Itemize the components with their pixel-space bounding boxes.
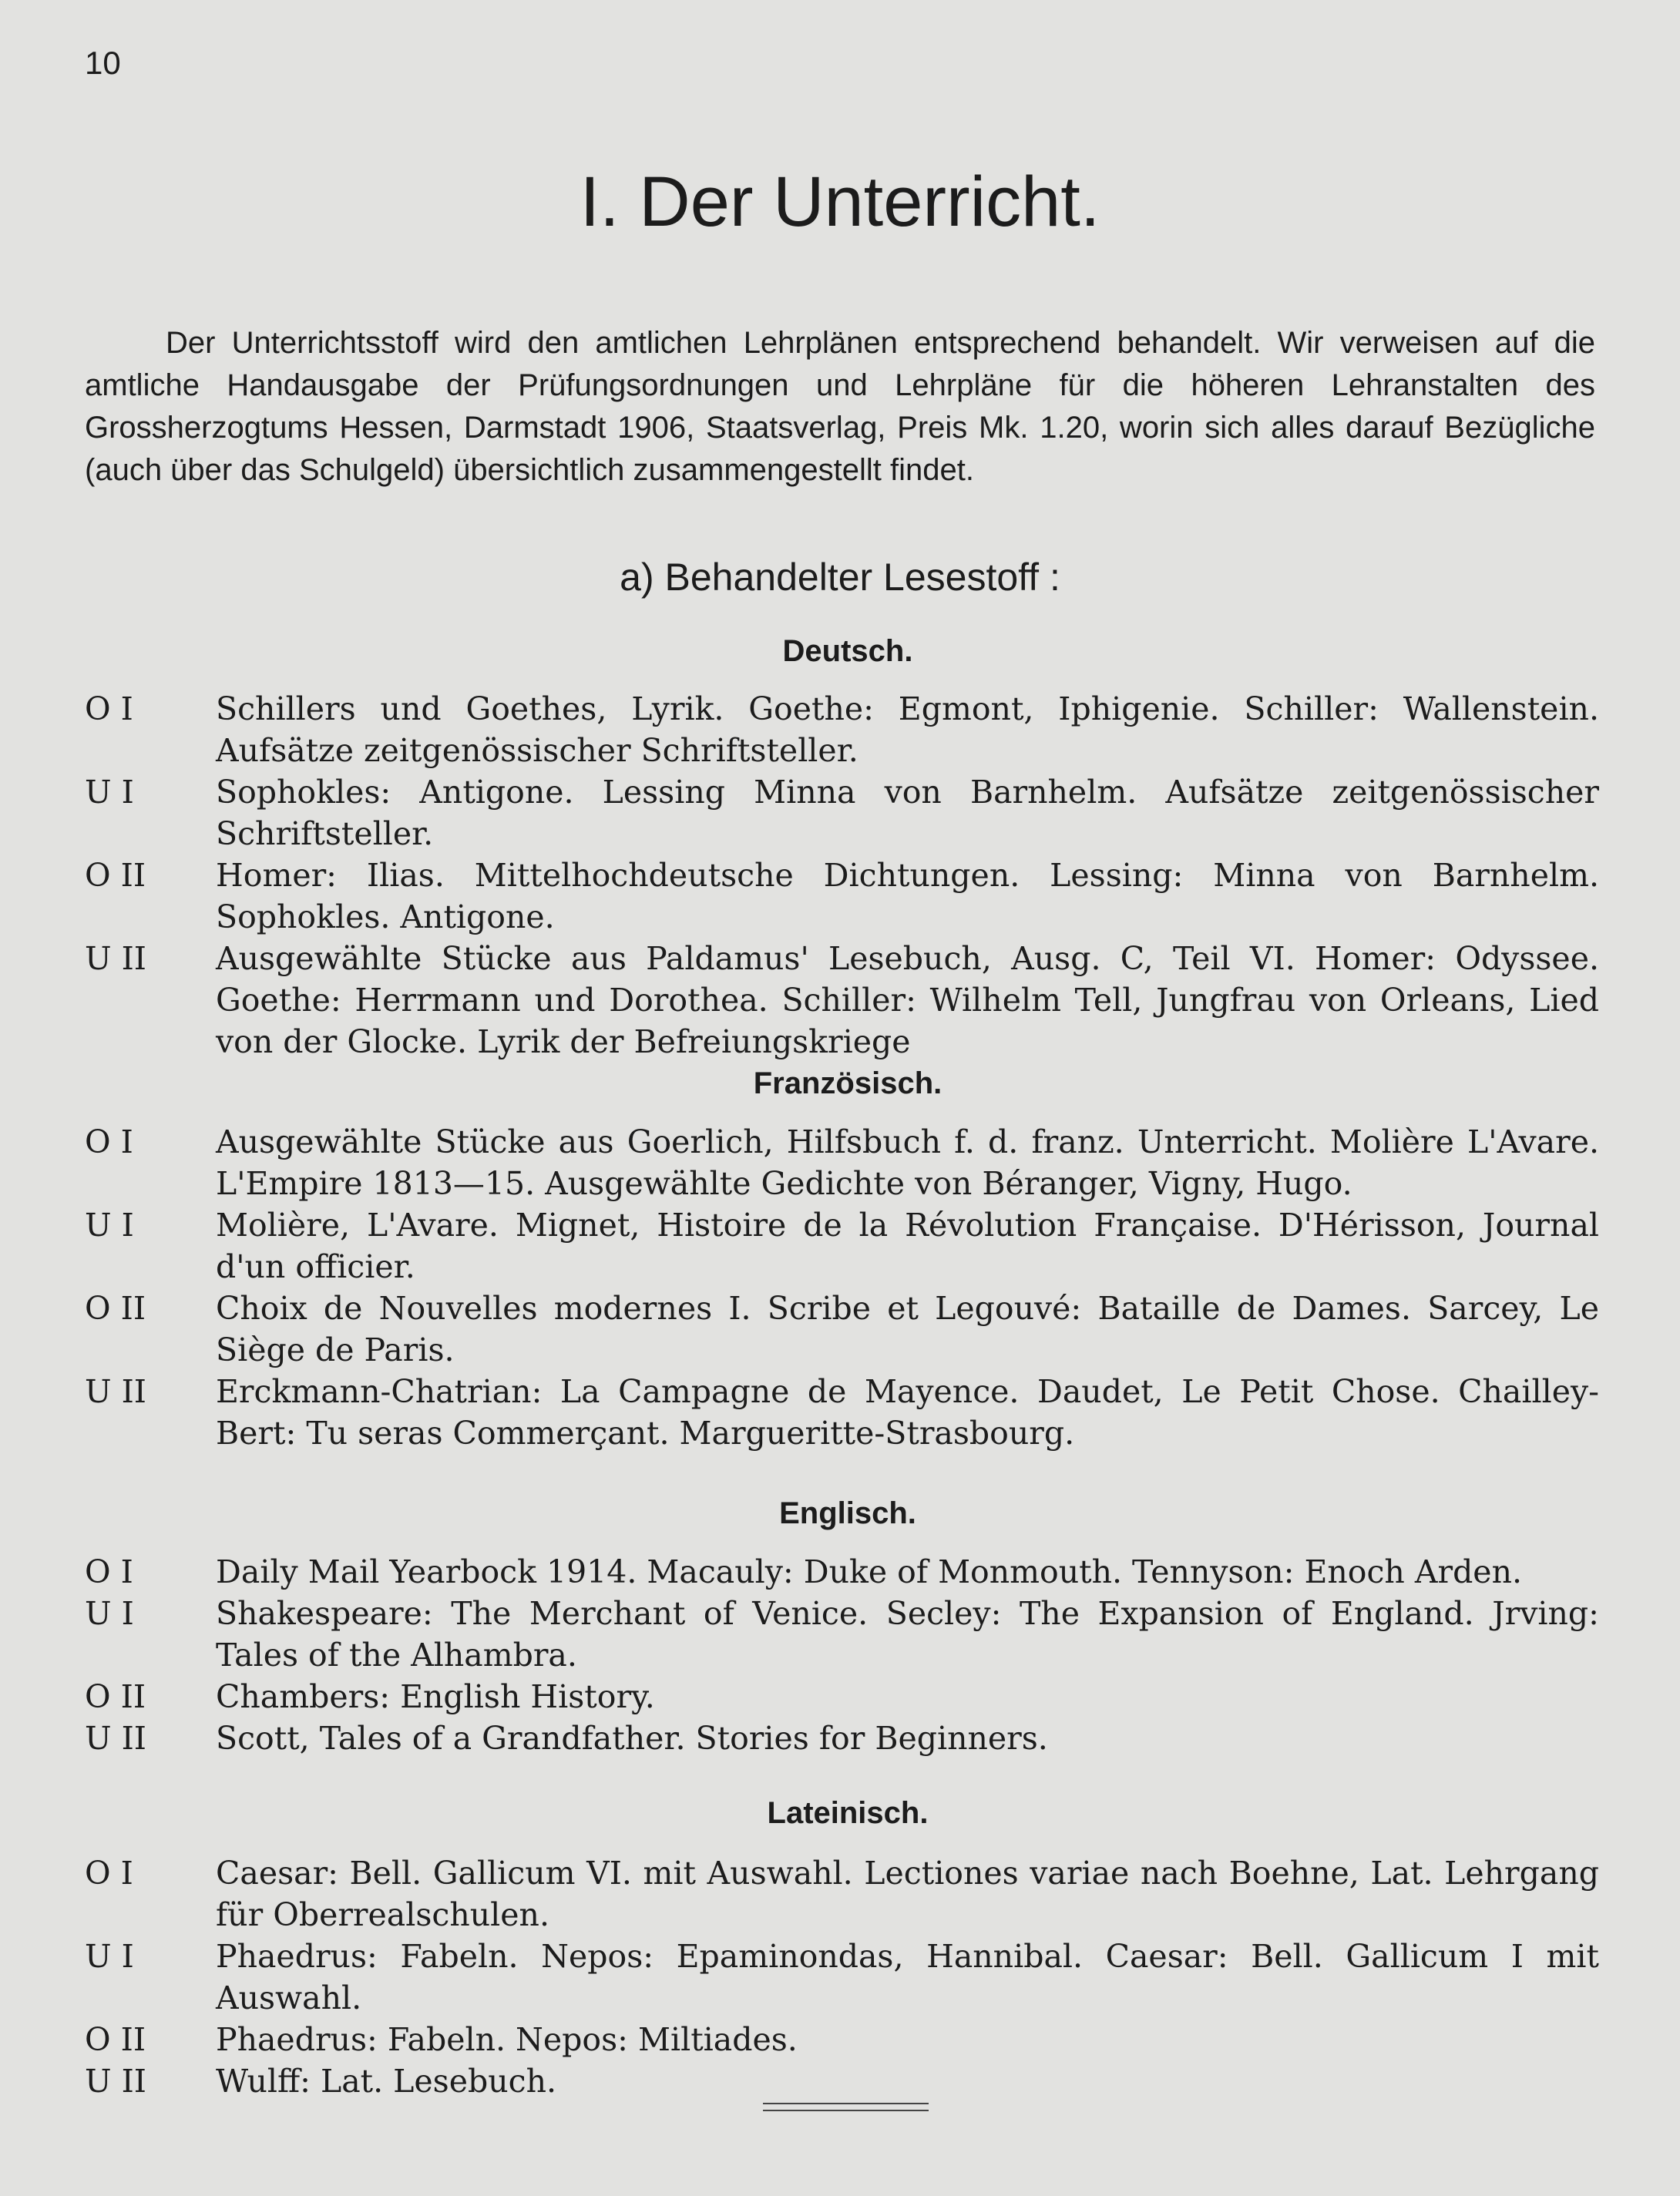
list-item (85, 1204, 1599, 1288)
entry-text: Phaedrus: Fabeln. Nepos: Miltiades. (216, 2021, 798, 2058)
page-number: 10 (85, 45, 121, 81)
section-title-franzoesisch: Französisch. (753, 1066, 942, 1100)
entry-text: Caesar: Bell. Gallicum VI. mit Auswahl. Lectiones variae nach Boehne, Lat. Lehrgang für Oberrealschulen. (216, 1855, 1599, 1933)
list-item (85, 1371, 1599, 1454)
entry-text: Phaedrus: Fabeln. Nepos: Epaminondas, Hannibal. Caesar: Bell. Gallicum I mit Auswahl. (216, 1938, 1599, 2016)
entry-text: Ausgewählte Stücke aus Goerlich, Hilfsbuch f. d. franz. Unterricht. Molière L'Avare. L'Empire 1813—15. Ausgewählte Gedichte von Béranger, Vigny, Hugo. (216, 1123, 1599, 1202)
entry-text: Daily Mail Yearbock 1914. Macauly: Duke of Monmouth. Tennyson: Enoch Arden. (216, 1553, 1523, 1590)
entry-text: Wulff: Lat. Lesebuch. (216, 2063, 557, 2100)
entry-text: Scott, Tales of a Grandfather. Stories for Beginners. (216, 1720, 1048, 1757)
entry-text: Erckmann-Chatrian: La Campagne de Mayence. Daudet, Le Petit Chose. Chailley-Bert: Tu seras Commerçant. Margueritte-Strasbourg. (216, 1373, 1599, 1452)
list-item (85, 938, 1599, 1063)
class-label: U II (85, 1373, 146, 1410)
entry-text: Chambers: English History. (216, 1678, 655, 1715)
list-item (85, 1676, 1599, 1718)
list-item (85, 1936, 1599, 2019)
class-label: U I (85, 1207, 134, 1244)
entry-text: Choix de Nouvelles modernes I. Scribe et Legouvé: Bataille de Dames. Sarcey, Le Siège de Paris. (216, 1290, 1599, 1368)
list-item (85, 771, 1599, 855)
intro-paragraph: Der Unterrichtsstoff wird den amtlichen Lehrplänen entsprechend behandelt. Wir verweisen auf die amtliche Handausgabe der Prüfungsordnungen und Lehrpläne für die höheren Lehranstalten des Grossherzogtums Hessen, Darmstadt 1906, Staatsverlag, Preis Mk. 1.20, worin sich alles darauf Bezügliche (auch über das Schulgeld) übersichtlich zusammengestellt findet. (85, 326, 1595, 487)
section-title-lateinisch: Lateinisch. (767, 1796, 929, 1830)
entry-text: Schillers und Goethes, Lyrik. Goethe: Egmont, Iphigenie. Schiller: Wallenstein. Aufsätze zeitgenössischer Schriftsteller. (216, 690, 1599, 769)
list-item (85, 688, 1599, 771)
section-title-englisch: Englisch. (779, 1496, 916, 1530)
class-label: O II (85, 1678, 146, 1715)
class-label: O II (85, 2021, 146, 2058)
class-label: U I (85, 1938, 134, 1975)
class-label: U II (85, 1720, 146, 1757)
entry-text: Ausgewählte Stücke aus Paldamus' Lesebuch, Ausg. C, Teil VI. Homer: Odyssee. Goethe: Herrmann und Dorothea. Schiller: Wilhelm Tell, Jungfrau von Orleans, Lied von der Glocke. Lyrik der Befreiungskriege (216, 940, 1599, 1060)
entries-lateinisch (85, 1852, 1599, 2102)
list-item (85, 855, 1599, 938)
class-label: O I (85, 690, 133, 727)
list-item (85, 1593, 1599, 1676)
entry-text: Sophokles: Antigone. Lessing Minna von Barnhelm. Aufsätze zeitgenössischer Schriftsteller. (216, 774, 1599, 852)
list-item (85, 1551, 1599, 1593)
list-item (85, 2060, 1599, 2102)
list-item (85, 2019, 1599, 2060)
class-label: O II (85, 857, 146, 894)
entries-deutsch (85, 688, 1599, 1063)
class-label: O I (85, 1855, 133, 1892)
list-item (85, 1852, 1599, 1936)
entry-text: Shakespeare: The Merchant of Venice. Secley: The Expansion of England. Jrving: Tales of the Alhambra. (216, 1595, 1599, 1674)
section-subheading: a) Behandelter Lesestoff : (620, 556, 1060, 599)
entries-englisch (85, 1551, 1599, 1759)
class-label: O I (85, 1553, 133, 1590)
chapter-title: I. Der Unterricht. (580, 163, 1100, 241)
entries-franzoesisch (85, 1121, 1599, 1454)
class-label: U II (85, 940, 146, 977)
class-label: U II (85, 2063, 146, 2100)
class-label: O II (85, 1290, 146, 1327)
list-item (85, 1121, 1599, 1204)
class-label: U I (85, 1595, 134, 1632)
list-item (85, 1718, 1599, 1759)
class-label: O I (85, 1123, 133, 1160)
list-item (85, 1288, 1599, 1371)
entry-text: Molière, L'Avare. Mignet, Histoire de la Révolution Française. D'Hérisson, Journal d'un officier. (216, 1207, 1599, 1285)
entry-text: Homer: Ilias. Mittelhochdeutsche Dichtungen. Lessing: Minna von Barnhelm. Sophokles. Antigone. (216, 857, 1599, 935)
class-label: U I (85, 774, 134, 811)
section-title-deutsch: Deutsch. (782, 634, 913, 668)
end-divider (763, 2103, 929, 2111)
